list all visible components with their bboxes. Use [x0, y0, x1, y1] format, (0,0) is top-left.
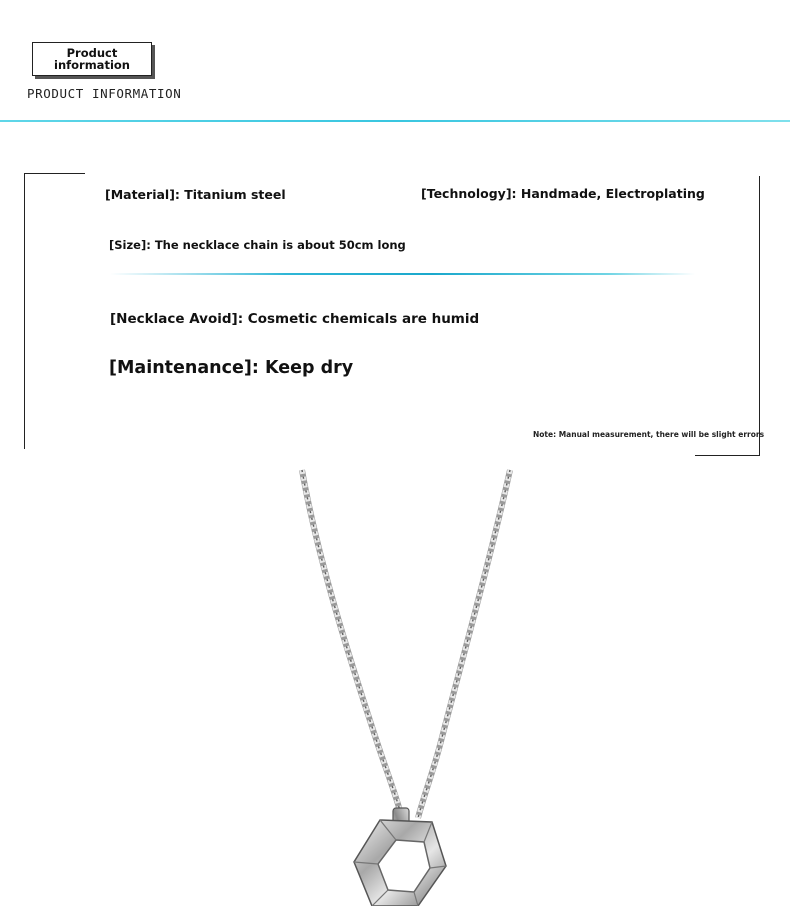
size-spec: [Size]: The necklace chain is about 50cm long: [109, 238, 406, 252]
material-spec: [Material]: Titanium steel: [105, 187, 286, 202]
section-subtitle: PRODUCT INFORMATION: [27, 86, 182, 101]
technology-spec: [Technology]: Handmade, Electroplating: [421, 186, 705, 201]
avoid-spec: [Necklace Avoid]: Cosmetic chemicals are humid: [110, 311, 480, 327]
spec-divider: [110, 273, 695, 275]
frame-corner-top-left: [24, 173, 85, 174]
measurement-note: Note: Manual measurement, there will be slight errors: [533, 430, 765, 439]
frame-corner-bottom-right: [695, 455, 760, 456]
badge-line-1: Product: [66, 46, 118, 60]
hexagon-pendant-necklace-icon: [0, 462, 790, 906]
frame-edge-right: [759, 176, 760, 456]
frame-edge-left: [24, 173, 25, 449]
product-information-badge: [32, 42, 152, 76]
maintenance-spec: [Maintenance]: Keep dry: [109, 358, 354, 378]
badge-line-2: information: [54, 58, 130, 72]
top-divider: [0, 120, 790, 122]
